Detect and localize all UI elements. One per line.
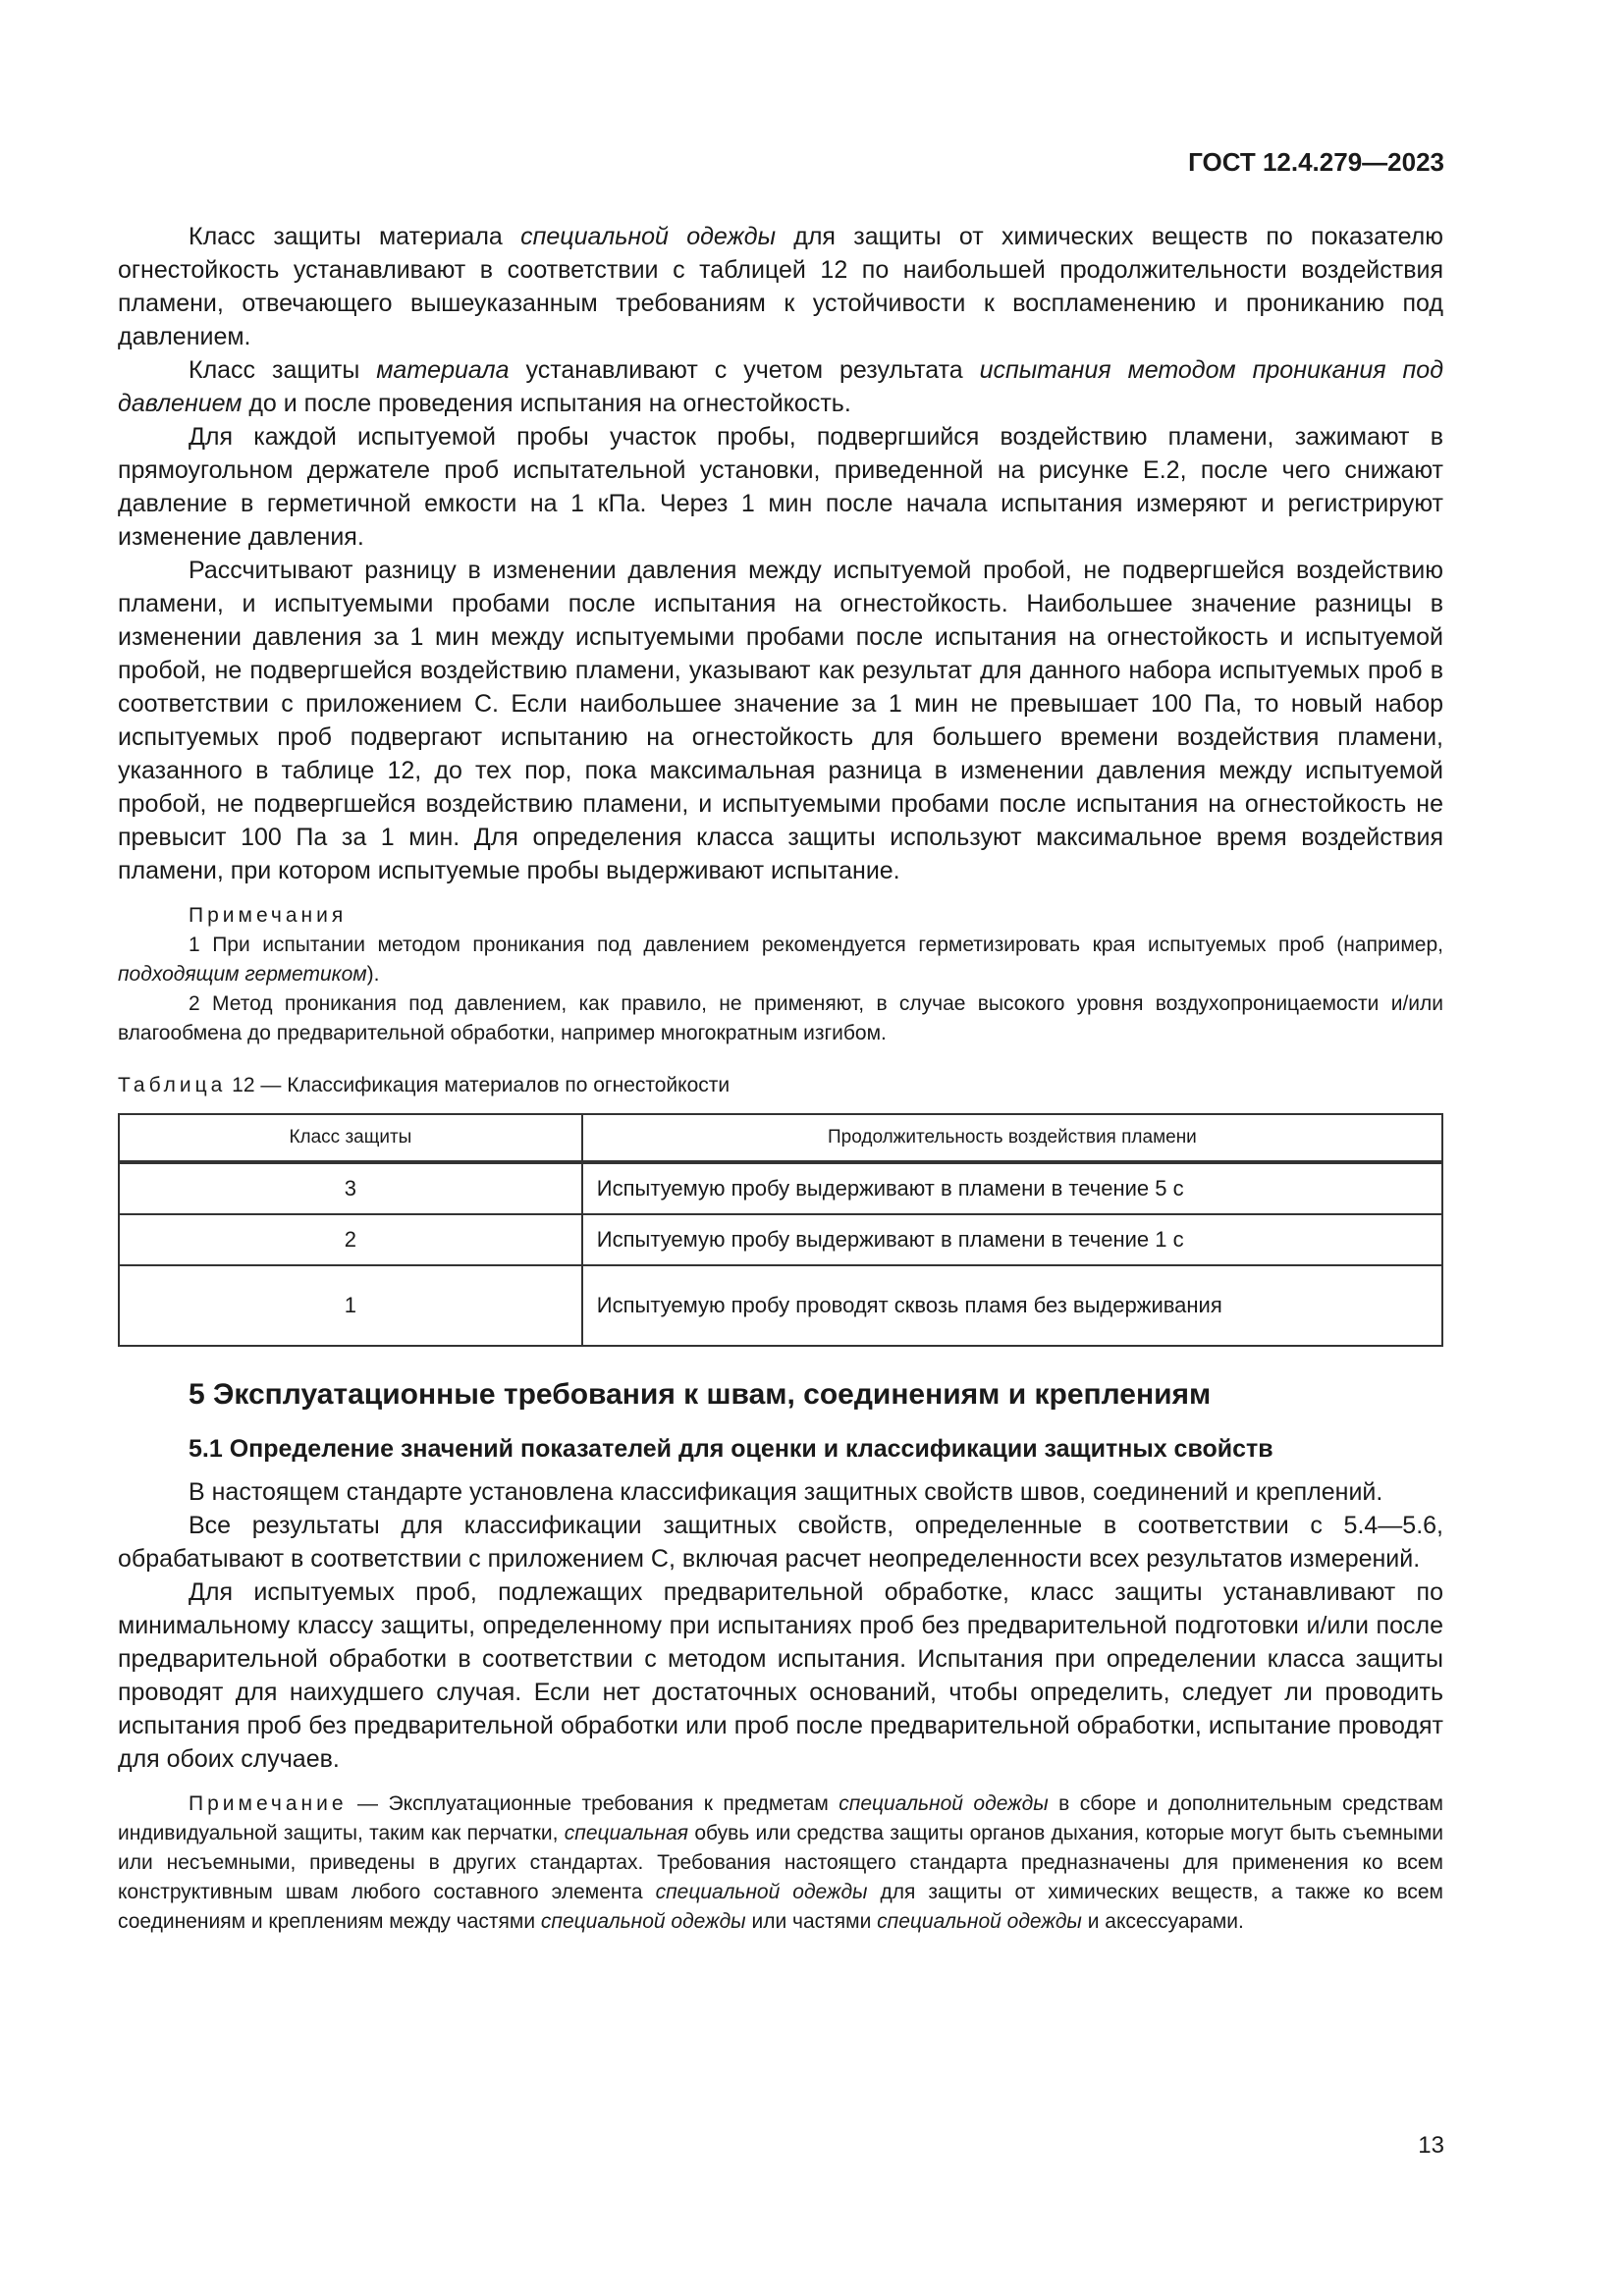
paragraph-pretreatment: Для испытуемых проб, подлежащих предварительной обработке, класс защиты устанавливают по минимальному классу защиты, определенному при испытаниях проб без предварительной подготовки и/или после предварительной обработки в соответствии с методом испытания. Испытания при определении класса защиты проводят для наихудшего случая. Если нет достаточных оснований, чтобы определить, следует ли проводить испытания проб без предварительной обработки или проб после предварительной обработки, испытание проводят для обоих случаев. <box>118 1578 1443 1773</box>
emphasis: подходящим герметиком <box>118 963 367 986</box>
paragraph-fire-class <box>118 220 1443 353</box>
text-run: 1 При испытании методом проникания под давлением рекомендуется герметизировать края испытуемых проб (например, <box>189 934 1443 956</box>
table-caption <box>118 1074 1443 1097</box>
emphasis: специальной одежды <box>839 1792 1049 1815</box>
table-row <box>119 1265 1442 1346</box>
cell-duration: Испытуемую пробу выдерживают в пламени в течение 5 с <box>582 1162 1442 1214</box>
text-run: ). <box>366 963 380 986</box>
emphasis: материала <box>376 356 510 384</box>
cell-class: 3 <box>119 1162 582 1214</box>
paragraph-sample-procedure: Для каждой испытуемой пробы участок пробы, подвергшийся воздействию пламени, зажимают в прямоугольном держателе проб испытательной установки, приведенной на рисунке Е.2, после чего снижают давление в герметичной емкости на 1 кПа. Через 1 мин после начала испытания измеряют и регистрируют изменение давления. <box>118 423 1443 551</box>
text-run: в сборе и дополнительным средствам индивидуальной защиты, таким как перчатки, <box>118 1792 1443 1844</box>
text-run: Класс защиты материала <box>189 223 521 250</box>
column-header-class: Класс защиты <box>119 1114 582 1162</box>
cell-duration: Испытуемую пробу проводят сквозь пламя без выдерживания <box>582 1265 1442 1346</box>
text-run: обувь или средства защиты органов дыхания, которые могут быть съемными или несъемными, приведены в других стандартах. Требования настоящего стандарта предназначены для применения ко всем конструктивным швам любого составного элемента <box>118 1822 1443 1903</box>
note-2: 2 Метод проникания под давлением, как правило, не применяют, в случае высокого уровня воздухопроницаемости и/или влагообмена до предварительной обработки, например многократным изгибом. <box>118 992 1443 1044</box>
emphasis: испытания методом проникания под давлением <box>118 356 1444 417</box>
table-caption-label: Таблица <box>118 1074 227 1096</box>
text-run: Класс защиты <box>189 356 377 384</box>
notes-block <box>118 901 1443 1048</box>
text-run: для защиты от химических веществ, а также ко всем соединениям и креплениям между частями <box>118 1881 1443 1933</box>
text-run: устанавливают с учетом результата <box>509 356 980 384</box>
paragraph-material-class <box>118 353 1443 420</box>
emphasis: специальной одежды <box>540 1910 746 1933</box>
table-header-row <box>119 1114 1442 1162</box>
text-run: для защиты от химических веществ по показателю огнестойкость устанавливают в соответствии с таблицей 12 по наибольшей продолжительности воздействия пламени, отвечающего вышеуказанным требованиям к устойчивости к воспламенению и прониканию под давлением. <box>118 223 1443 350</box>
cell-class: 2 <box>119 1214 582 1265</box>
emphasis: специальной одежды <box>877 1910 1082 1933</box>
text-run: или частями <box>745 1910 878 1933</box>
emphasis: специальной одежды <box>655 1881 868 1903</box>
table-caption-text: 12 — Классификация материалов по огнестойкости <box>226 1074 731 1096</box>
column-header-duration: Продолжительность воздействия пламени <box>582 1114 1442 1162</box>
subsection-5-1-title: 5.1 Определение значений показателей для оценки и классификации защитных свойств <box>189 1435 1273 1463</box>
document-code: ГОСТ 12.4.279—2023 <box>1188 147 1444 177</box>
section-5-title: 5 Эксплуатационные требования к швам, соединениям и креплениям <box>189 1378 1212 1411</box>
table-row <box>119 1162 1442 1214</box>
emphasis: специальная <box>564 1822 689 1844</box>
paragraph-pressure-difference: Рассчитывают разницу в изменении давления между испытуемой пробой, не подвергшейся воздействию пламени, и испытуемыми пробами после испытания на огнестойкость. Наибольшее значение разницы в изменении давления за 1 мин между испытуемыми пробами после испытания на огнестойкость и испытуемой пробой, не подвергшейся воздействию пламени, указывают как результат для данного набора испытуемых проб в соответствии с приложением С. Если наибольшее значение за 1 мин не превышает 100 Па, то новый набор испытуемых проб подвергают испытанию на огнестойкость для большего времени воздействия пламени, указанного в таблице 12, до тех пор, пока максимальная разница в изменении давления между испытуемой пробой, не подвергшейся воздействию пламени, и испытуемыми пробами после испытания на огнестойкость не превысит 100 Па за 1 мин. Для определения класса защиты используют максимальное время воздействия пламени, при котором испытуемые пробы выдерживают испытание. <box>118 557 1443 884</box>
note-label: Примечание <box>189 1792 348 1815</box>
paragraph-results: Все результаты для классификации защитных свойств, определенные в соответствии с 5.4—5.6, обрабатывают в соответствии с приложением С, включая расчет неопределенности всех результатов измерений. <box>118 1512 1443 1573</box>
cell-class: 1 <box>119 1265 582 1346</box>
fire-resistance-table <box>118 1113 1443 1347</box>
page-content <box>118 220 1443 1937</box>
page-number: 13 <box>1418 2132 1444 2159</box>
notes-heading: Примечания <box>189 904 348 927</box>
text-run: до и после проведения испытания на огнестойкость. <box>242 390 851 417</box>
table-row <box>119 1214 1442 1265</box>
paragraph-classification: В настоящем стандарте установлена классификация защитных свойств швов, соединений и креплений. <box>189 1478 1383 1506</box>
text-run: и аксессуарами. <box>1081 1910 1244 1933</box>
section-note <box>118 1789 1443 1937</box>
note-operational-requirements <box>118 1789 1443 1937</box>
note-1 <box>118 931 1443 989</box>
text-run: — Эксплуатационные требования к предметам <box>347 1792 839 1815</box>
cell-duration: Испытуемую пробу выдерживают в пламени в течение 1 с <box>582 1214 1442 1265</box>
emphasis: специальной одежды <box>520 223 776 250</box>
